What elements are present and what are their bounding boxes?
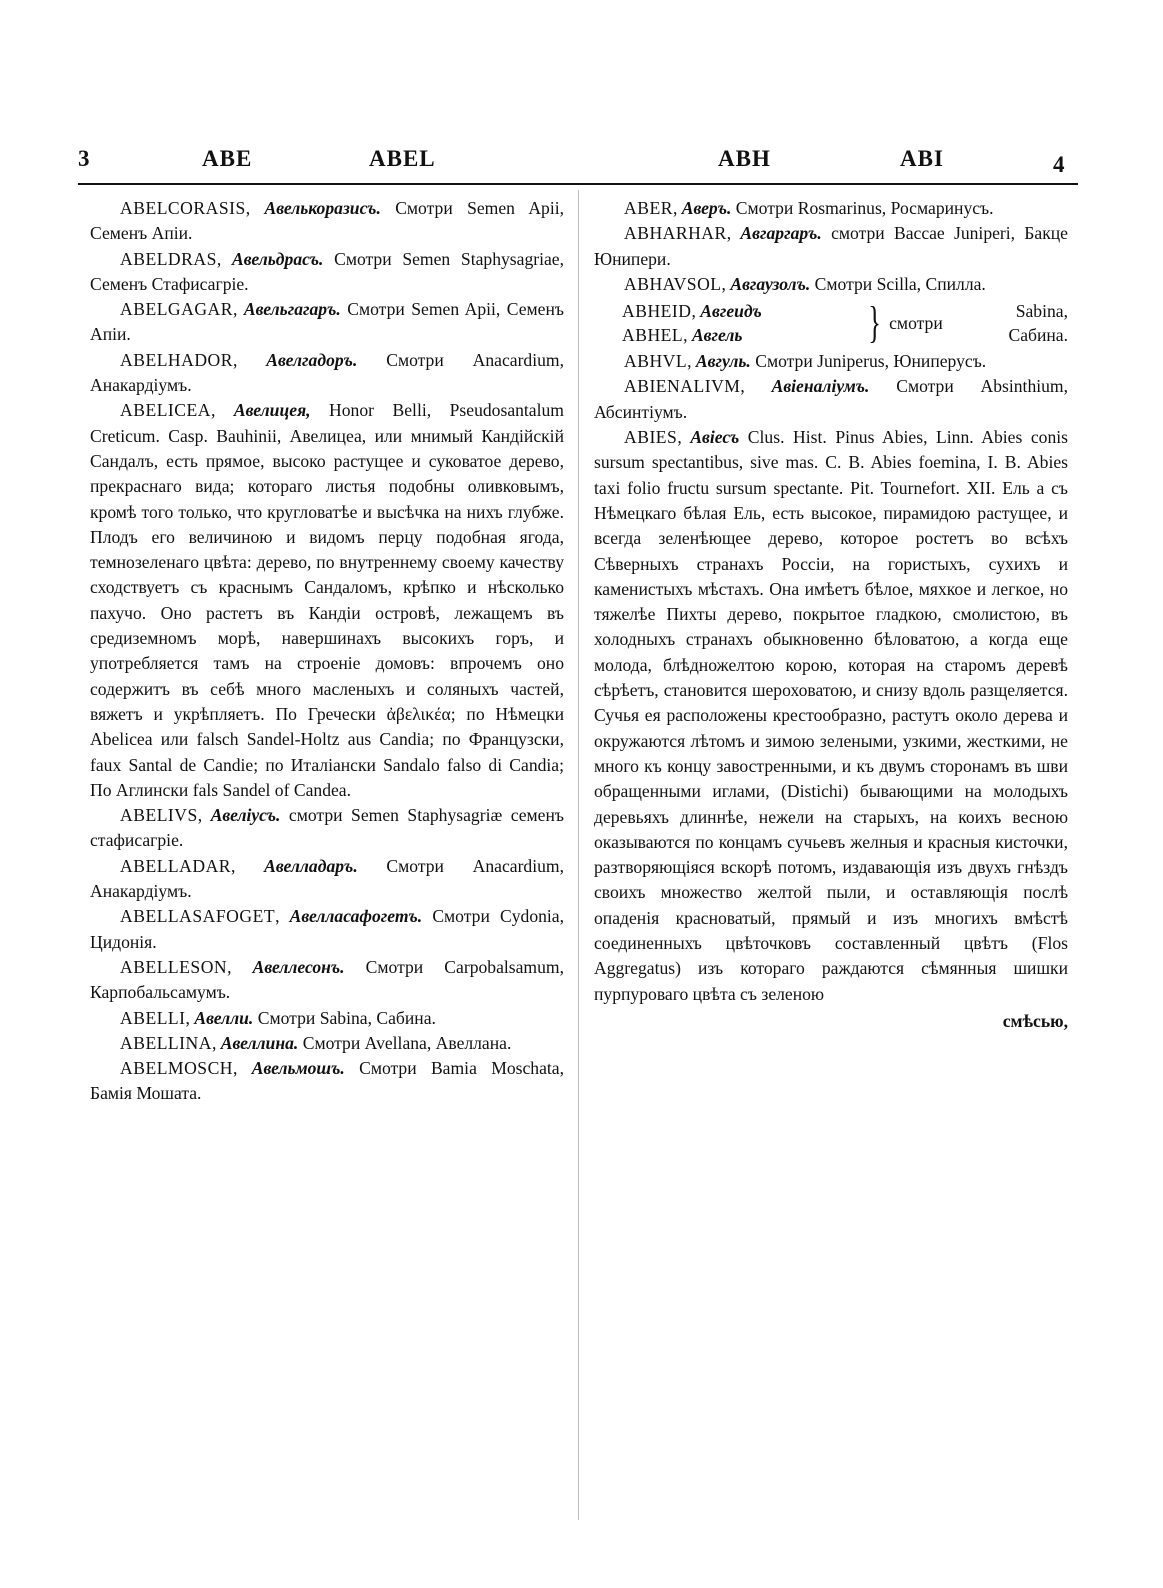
entry-body: Смотри Sabina, Сабина. [257, 1007, 436, 1028]
dictionary-entry: ABHARHAR, Авгаргаръ. смотри Baccae Juniperi, Бакце Юнипери. [594, 223, 1068, 269]
entry-headword: ABELLINA [120, 1032, 212, 1053]
entry-body: Смотри Semen Apii, Семенъ Апіи. [90, 198, 564, 244]
entry-body: Honor Belli, Pseudosantalum Creticum. Casp. Bauhinii, Авелицеа, или мнимый Кандійскій Сандалъ, есть прямое, высоко растущее и суковатое дерево, прекраснаго вида; котораго листья подобны оливковымъ, кромѣ того только, что кругловатѣе и высѣчка на нихъ глубже. Плодъ его величиною и видомъ перцу подобная ягода, темнозеленаго цвѣта: дерево, по внутреннему своему качеству сходствуетъ съ краснымъ Сандаломъ, крѣпко и нѣсколько пахучо. Оно растетъ въ Кандіи островѣ, лежащемъ въ средиземномъ морѣ, навершинахъ высокихъ горъ, и употребляется тамъ на строеніе домовъ: впрочемъ оно содержитъ въ себѣ много масленыхъ и соляныхъ частей, вяжетъ и укрѣпляетъ. По Гречески ἀβελικέα; по Нѣмецки Abelicea или falsch Sandel-Holtz aus Candia; по Французски, faux Santal de Candie; по Италіански Sandalo falso di Candia; По Аглински fals Sandel of Candea. [90, 400, 564, 800]
entry-headword: ABELLADAR [120, 855, 232, 876]
entry-russian: Авелицея, [233, 400, 311, 421]
entry-body: Clus. Hist. Pinus Abies, Linn. Abies conis sursum spectantibus, sive mas. C. B. Abies foemina, I. B. Abies taxi folio fructu sursum spectante. Pit. Tournefort. XII. Ель а съ Нѣмецкаго бѣлая Ель, есть высокое, пирамидою растущее, и всегда зеленѣющее дерево, которое ростетъ во всѣхъ Сѣверныхъ странахъ Россіи, на гористыхъ, сухихъ и каменистыхъ мѣстахъ. Она имѣетъ бѣлое, мяхкое и легкое, но тяжелѣе Пихты дерево, покрытое гладкою, смолистою, въ холодныхъ странахъ обыкновенно бѣловатою, а когда еще молода, блѣдножелтою корою, которая на старомъ деревѣ сѣрѣетъ, становится шероховатою, и снизу вдоль разщеляется. Сучья ея расположены крестообразно, растутъ около дерева и окружаются лѣтомъ и зимою зелеными, узкими, жесткими, не много къ концу завостренными, и къ двумъ сторонамъ въ шви обращенными иглами, (Distichi) бывающими на молодыхъ деревьяхъ длиннѣе, нежели на старыхъ, на коихъ весною оказываются по концамъ сучьевъ желныя и красныя кисточки, разтворяющіяся вскорѣ потомъ, издавающія изъ двухъ гнѣздъ своихъ множество желтой пыли, и оставляющія послѣ опаденія красноватый, прямый и изъ многихъ вмѣстѣ соединенныхъ цвѣточковъ составленный цвѣтъ (Flos Aggregatus) изъ котораго раждаются сѣмянныя шишки пурпуроваго цвѣта съ зеленою [594, 427, 1068, 1004]
entry-headword: ABELLI [120, 1007, 186, 1028]
synonym-target [975, 299, 1068, 347]
entry-body: Смотри Avellana, Авеллана. [302, 1032, 512, 1053]
synonym-line: ABHEID, Авгеидъ [622, 301, 762, 322]
entry-headword: ABHARHAR [624, 223, 727, 244]
entry-headword: ABELLESON [120, 956, 228, 977]
entry-headword: ABHAVSOL [624, 273, 722, 294]
synonym-headwords [594, 299, 860, 347]
entry-russian: Авелласафогетъ. [289, 906, 423, 927]
entry-body: Смотри Scilla, Спилла. [814, 273, 986, 294]
entry-headword: ABELIVS [120, 805, 198, 826]
entry-body: Смотри Semen Staphysagriae, Семенъ Стафисагріе. [90, 248, 564, 294]
entry-russian: Авіесъ [690, 427, 740, 448]
entry-russian: Авгаузолъ. [730, 273, 811, 294]
left-page-number: 3 [78, 146, 91, 171]
entry-body: Смотри Cydonia, Цидонія. [90, 906, 565, 952]
entry-headword: ABELGAGAR [120, 299, 233, 320]
entry-headword: ABER [624, 198, 673, 218]
entry-headword: ABELMOSCH [120, 1058, 234, 1079]
dictionary-entry: ABHVL, Авгуль. Смотри Juniperus, Юниперусъ. [624, 351, 987, 372]
entry-body: Смотри Anacardium, Анакардіумъ. [90, 349, 564, 396]
dictionary-entry: ABER, Аверъ. Смотри Rosmarinus, Росмаринусъ. [624, 198, 994, 218]
entry-body: Смотри Bamia Moschata, Бамія Мошата. [90, 1058, 564, 1104]
entry-russian: Аверъ. [681, 198, 732, 218]
dictionary-entry: ABELIVS, Авеліусъ. смотри Semen Staphysagriæ семенъ стафисагріе. [90, 805, 564, 851]
dictionary-entry: ABELLADAR, Авелладаръ. Смотри Anacardium, Анакардіумъ. [90, 855, 564, 902]
entry-russian: Авелладаръ. [264, 855, 358, 876]
entry-headword: ABIENALIVM [624, 376, 741, 397]
entry-russian: Авгуль. [695, 351, 751, 372]
left-guide-word-1: ABE [202, 146, 253, 171]
dictionary-entry: ABIES, Авіесъ Clus. Hist. Pinus Abies, Linn. Abies conis sursum spectantibus, sive mas. C. B. Abies foemina, I. B. Abies taxi folio fructu sursum spectante. Pit. Tournefort. XII. Ель а съ Нѣмецкаго бѣлая Ель, есть высокое, пирамидою растущее, и всегда зеленѣющее дерево, которое ростетъ во всѣхъ Сѣверныхъ странахъ Россіи, на гористыхъ, сухихъ и каменистыхъ мѣстахъ. Она имѣетъ бѣлое, мяхкое и легкое, но тяжелѣе Пихты дерево, покрытое гладкою, смолистою, въ холодныхъ странахъ обыкновенно бѣловатою, а когда еще молода, блѣдножелтою корою, которая на старомъ деревѣ сѣрѣетъ, становится шероховатою, и снизу вдоль разщеляется. Сучья ея расположены крестообразно, растутъ около дерева и окружаются лѣтомъ и зимою зелеными, узкими, жесткими, не много къ концу завостренными, и къ двумъ сторонамъ въ шви обращенными иглами, (Distichi) бывающими на молодыхъ деревьяхъ длиннѣе, нежели на старыхъ, на коихъ весною оказываются по концамъ сучьевъ желныя и красныя кисточки, разтворяющіяся вскорѣ потомъ, издавающія изъ двухъ гнѣздъ своихъ множество желтой пыли, и оставляющія послѣ опаденія красноватый, прямый и изъ многихъ вмѣстѣ соединенныхъ цвѣточковъ составленный цвѣтъ (Flos Aggregatus) изъ котораго раждаются сѣмянныя шишки пурпуроваго цвѣта съ зеленою [594, 427, 1068, 1004]
column-divider [578, 190, 579, 1520]
entry-russian: Авельдрасъ. [231, 248, 324, 269]
entry-russian: Авелгадоръ. [266, 349, 358, 370]
entry-headword: ABHVL [624, 351, 688, 372]
left-column [90, 196, 564, 1107]
synonym-line: ABHEL, Авгель [622, 325, 743, 346]
dictionary-entry: ABIENALIVM, Авіеналіумъ. Смотри Absinthium, Абсинтіумъ. [594, 376, 1069, 422]
catchword: смѣсью, [1002, 1010, 1068, 1031]
entry-headword: ABELCORASIS [120, 198, 246, 218]
entry-russian: Авельгагаръ. [243, 299, 341, 320]
synonym-see: смотри [889, 312, 943, 333]
right-guide-word-1: ABH [718, 146, 771, 171]
left-guide-word-2: ABEL [369, 146, 436, 171]
entry-body: Смотри Absinthium, Абсинтіумъ. [594, 376, 1069, 422]
dictionary-entry: ABELDRAS, Авельдрасъ. Смотри Semen Staphysagriae, Семенъ Стафисагріе. [90, 248, 564, 294]
dictionary-entry: ABELLASAFOGET, Авелласафогетъ. Смотри Cydonia, Цидонія. [90, 906, 565, 952]
entry-body: Смотри Rosmarinus, Росмаринусъ. [735, 198, 994, 218]
dictionary-entry: ABHAVSOL, Авгаузолъ. Смотри Scilla, Спилла. [624, 273, 986, 294]
entry-headword: ABELDRAS [120, 248, 217, 269]
entry-body: смотри Baccae Juniperi, Бакце Юнипери. [594, 223, 1068, 269]
synonym-group [594, 299, 1068, 347]
dictionary-entry: ABELMOSCH, Авельмошъ. Смотри Bamia Moschata, Бамія Мошата. [90, 1058, 564, 1104]
dictionary-entry: ABELLESON, Авеллесонъ. Смотри Carpobalsamum, Карпобальсамумъ. [90, 956, 564, 1003]
dictionary-entry: ABELLINA, Авеллина. Смотри Avellana, Авеллана. [120, 1032, 512, 1053]
entry-russian: Авгеидъ [700, 301, 762, 322]
entry-russian: Авеліусъ. [210, 805, 281, 826]
brace-icon: } [868, 298, 881, 348]
dictionary-entry: ABELCORASIS, Авелькоразисъ. Смотри Semen Apii, Семенъ Апіи. [90, 198, 564, 244]
dictionary-entry: ABELHADOR, Авелгадоръ. Смотри Anacardium, Анакардіумъ. [90, 349, 564, 396]
right-column [594, 196, 1068, 1034]
entry-russian: Авельмошъ. [251, 1058, 345, 1079]
dictionary-entry: ABELGAGAR, Авельгагаръ. Смотри Semen Apii, Семенъ Апіи. [90, 299, 564, 345]
entry-russian: Авеллина. [220, 1032, 299, 1053]
entry-headword: ABHEID [622, 301, 692, 322]
dictionary-entry: ABELLI, Авелли. Смотри Sabina, Сабина. [120, 1007, 436, 1028]
dictionary-entry: ABELICEA, Авелицея, Honor Belli, Pseudosantalum Creticum. Casp. Bauhinii, Авелицеа, или мнимый Кандійскій Сандалъ, есть прямое, высоко растущее и суковатое дерево, прекраснаго вида; котораго листья подобны оливковымъ, кромѣ того только, что кругловатѣе и высѣчка на нихъ глубже. Плодъ его величиною и видомъ перцу подобная ягода, темнозеленаго цвѣта: дерево, по внутреннему своему качеству сходствуетъ съ краснымъ Сандаломъ, крѣпко и нѣсколько пахучо. Оно растетъ въ Кандіи островѣ, лежащемъ въ средиземномъ морѣ, навершинахъ высокихъ горъ, и употребляется тамъ на строеніе домовъ: впрочемъ оно содержитъ въ себѣ много масленыхъ и соляныхъ частей, вяжетъ и укрѣпляетъ. По Гречески ἀβελικέα; по Нѣмецки Abelicea или falsch Sandel-Holtz aus Candia; по Французски, faux Santal de Candie; по Италіански Sandalo falso di Candia; По Аглински fals Sandel of Candea. [90, 400, 564, 800]
entry-body: смотри Semen Staphysagriæ семенъ стафисагріе. [90, 805, 564, 851]
entry-russian: Авіеналіумъ. [771, 376, 870, 397]
entry-headword: ABELHADOR [120, 349, 233, 370]
entry-russian: Авеллесонъ. [252, 956, 345, 977]
entry-headword: ABIES [624, 427, 678, 448]
entry-body: Смотри Anacardium, Анакардіумъ. [90, 855, 564, 902]
entry-body: Смотри Juniperus, Юниперусъ. [755, 351, 987, 372]
right-guide-word-2: ABI [900, 146, 944, 171]
entry-russian: Авгаргаръ. [740, 223, 822, 244]
right-page-number: 4 [1053, 152, 1066, 177]
running-header [78, 146, 1078, 186]
synonym-target-latin: Sabina, [1015, 301, 1068, 322]
entry-russian: Авелькоразисъ. [264, 198, 381, 218]
entry-russian: Авелли. [194, 1007, 254, 1028]
entry-body: Смотри Carpobalsamum, Карпобальсамумъ. [90, 956, 564, 1003]
entry-russian: Авгель [691, 325, 743, 346]
header-rule [78, 183, 1078, 185]
entry-headword: ABHEL [622, 325, 684, 346]
entry-body: Смотри Semen Apii, Семенъ Апіи. [90, 299, 564, 345]
synonym-target-russian: Сабина. [1008, 325, 1068, 346]
entry-headword: ABELLASAFOGET [120, 906, 276, 927]
entry-headword: ABELICEA [120, 400, 211, 421]
